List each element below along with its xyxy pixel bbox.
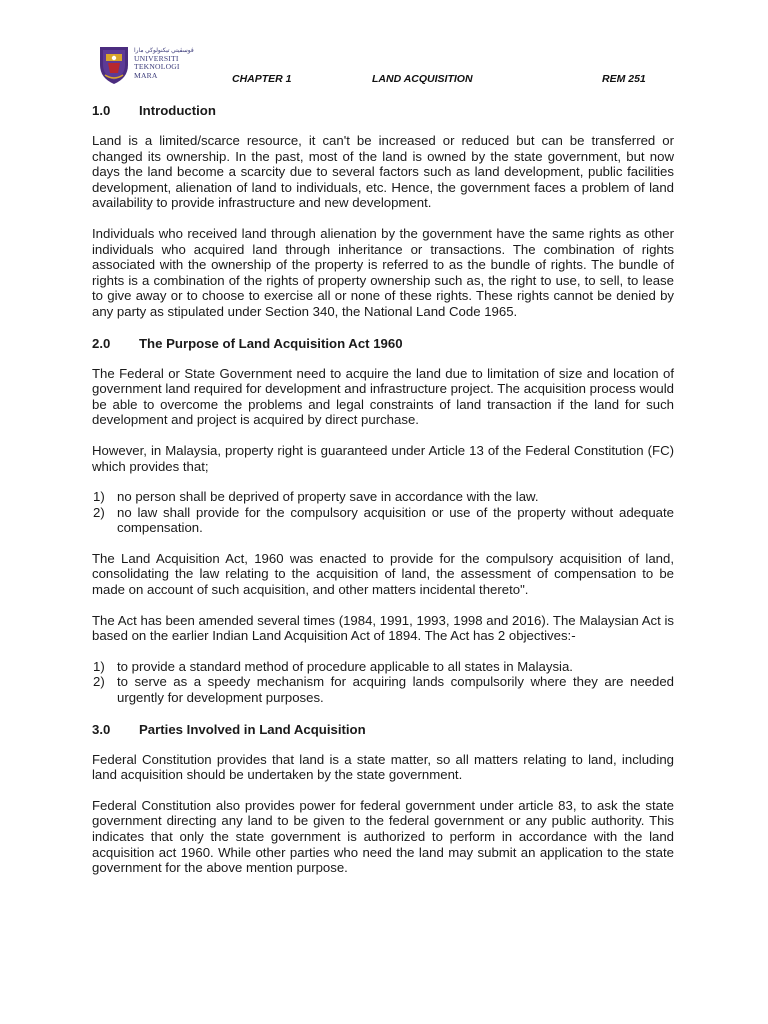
numbered-list bbox=[92, 489, 674, 536]
chapter-title: LAND ACQUISITION bbox=[372, 73, 473, 85]
list-item bbox=[92, 659, 674, 675]
list-number: 1) bbox=[93, 489, 105, 505]
paragraph: Land is a limited/scarce resource, it can't be increased or reduced but can be transferred or changed its ownership. In the past, most of the land is owned by the state government, but now days the land become a scarcity due to several factors such as land development, public facilities development, alienation of land to individuals, etc. Hence, the government faces a problem of land availability to provide infrastructure and new development. bbox=[92, 133, 674, 211]
paragraph: Federal Constitution provides that land is a state matter, so all matters relating to land, including land acquisition should be undertaken by the state government. bbox=[92, 751, 674, 783]
section-title: Parties Involved in Land Acquisition bbox=[139, 721, 366, 737]
logo-jawi-text: ڤوسڤيتي تيكنولوڬي مارا bbox=[134, 48, 194, 54]
list-text: no person shall be deprived of property save in accordance with the law. bbox=[117, 489, 539, 505]
paragraph: The Act has been amended several times (1984, 1991, 1993, 1998 and 2016). The Malaysian Act is based on the earlier Indian Land Acquisition Act of 1894. The Act has 2 objectives:- bbox=[92, 612, 674, 644]
logo-line-1: UNIVERSITI bbox=[134, 54, 179, 63]
list-number: 2) bbox=[93, 504, 105, 520]
logo-line-2: TEKNOLOGI bbox=[134, 62, 180, 72]
list-number: 2) bbox=[93, 674, 105, 690]
paragraph: Individuals who received land through alienation by the government have the same rights as other individuals who acquired land through inheritance or transactions. The combination of rights associated with the ownership of the property is referred to as the bundle of rights. The bundle of rights is a combination of the rights of property ownership such as, the right to use, to sell, to lease to give away or to choose to exercise all or none of these rights. These rights cannot be denied by any party as stipulated under Section 340, the National Land Code 1965. bbox=[92, 225, 674, 319]
paragraph: The Land Acquisition Act, 1960 was enacted to provide for the compulsory acquisition of land, consolidating the law relating to the acquisition of land, the assessment of compensation to be made on account of such acquisition, and other matters incidental thereto". bbox=[92, 550, 674, 598]
section-number: 2.0 bbox=[92, 335, 111, 351]
course-code: REM 251 bbox=[602, 73, 646, 85]
uitm-logo bbox=[97, 45, 197, 85]
list-text: no law shall provide for the compulsory acquisition or use of the property without adequate compensation. bbox=[117, 504, 674, 536]
chapter-label: CHAPTER 1 bbox=[232, 73, 292, 85]
paragraph: Federal Constitution also provides power for federal government under article 83, to ask the state government directing any land to be given to the federal government or any public authority. This indicates that only the state government is authorized to perform in accordance with the land acquisition act 1960. While other parties who need the land may submit an application to the state government for the above mention purpose. bbox=[92, 797, 674, 876]
paragraph: However, in Malaysia, property right is guaranteed under Article 13 of the Federal Constitution (FC) which provides that; bbox=[92, 442, 674, 474]
logo-line-3: MARA bbox=[134, 70, 158, 80]
list-number: 1) bbox=[93, 658, 105, 674]
document-body bbox=[92, 102, 674, 876]
list-item bbox=[92, 674, 674, 705]
section-title: Introduction bbox=[139, 103, 216, 118]
list-item bbox=[92, 489, 674, 505]
paragraph: The Federal or State Government need to acquire the land due to limitation of size and location of government land required for development and infrastructure project. The acquisition process would be able to overcome the problems and legal constraints of land transaction if the land for such development and project is acquired by direct purchase. bbox=[92, 365, 674, 428]
list-text: to serve as a speedy mechanism for acquiring lands compulsorily where they are needed urgently for development purposes. bbox=[117, 674, 674, 706]
section-heading-2 bbox=[92, 335, 674, 352]
section-heading-3 bbox=[92, 721, 674, 738]
list-item bbox=[92, 505, 674, 536]
section-number: 3.0 bbox=[92, 721, 111, 737]
list-text: to provide a standard method of procedure applicable to all states in Malaysia. bbox=[117, 658, 573, 674]
section-number: 1.0 bbox=[92, 103, 111, 118]
university-crest-icon bbox=[97, 45, 131, 85]
logo-wordmark bbox=[134, 48, 196, 80]
numbered-list bbox=[92, 659, 674, 706]
section-heading-1 bbox=[92, 102, 674, 119]
section-title: The Purpose of Land Acquisition Act 1960 bbox=[139, 335, 403, 351]
